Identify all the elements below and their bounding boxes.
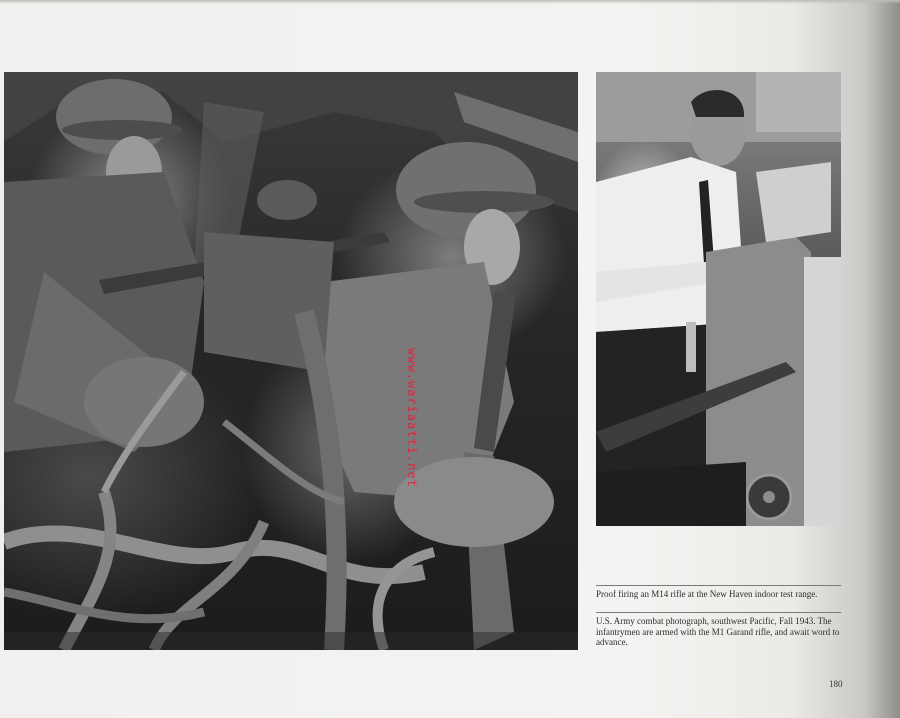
caption-rule-top (596, 585, 841, 586)
combat-photograph (4, 72, 578, 650)
test-range-photograph (596, 72, 841, 526)
combat-photo-illustration (4, 72, 578, 650)
caption-right-photo: Proof firing an M14 rifle at the New Haven indoor test range. (596, 589, 818, 599)
page-top-shadow (0, 0, 900, 4)
page-number: 180 (829, 679, 843, 689)
test-range-illustration (596, 72, 841, 526)
caption-left-photo: U.S. Army combat photograph, southwest Pacific, Fall 1943. The infantrymen are armed with the M1 Garand rifle, and await word to advance. (596, 616, 840, 647)
watermark-text: www.wariaatti.net (405, 348, 419, 488)
caption-rule-middle (596, 612, 841, 613)
